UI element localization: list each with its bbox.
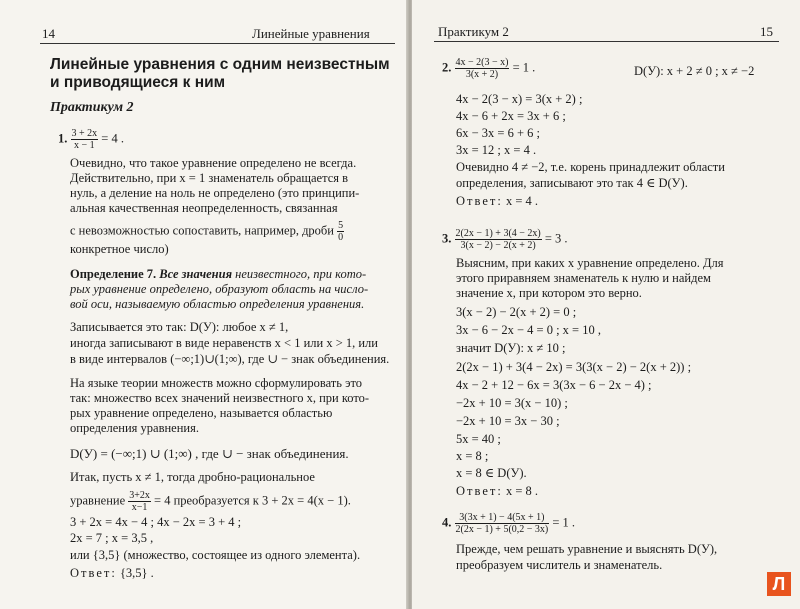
- solution-step: 4x − 2 + 12 − 6x = 3(3x − 6 − 2x − 4) ;: [456, 378, 652, 392]
- paragraph-line: альная качественная неопределенность, связанная: [70, 201, 338, 215]
- fraction: $\frac{3 + 2x}{x - 1}$: [71, 128, 98, 151]
- solution-step: или {3,5} (множество, состоящее из одного элемента).: [70, 548, 361, 562]
- paragraph-line: Выясним, при каких x уравнение определено. Для: [456, 256, 724, 270]
- paragraph-line: Записывается это так: D(У): любое x ≠ 1,: [70, 320, 289, 334]
- header-rule: [434, 41, 779, 42]
- solution-step: 4x − 6 + 2x = 3x + 6 ;: [456, 109, 566, 123]
- paragraph-line: нуль, а деление на ноль не определено (это принципи-: [70, 186, 360, 200]
- solution-step: 3x − 6 − 2x − 4 = 0 ; x = 10 ,: [456, 323, 601, 337]
- exercise-number: 1.: [58, 131, 68, 146]
- solution-step: 2(2x − 1) + 3(4 − 2x) = 3(3(x − 2) − 2(x + 2)) ;: [456, 360, 692, 374]
- paragraph-line: определения, записывают это так 4 ∈ D(У).: [456, 176, 688, 190]
- left-running-title: Линейные уравнения: [252, 26, 370, 41]
- paragraph-line: преобразуем числитель и знаменатель.: [456, 558, 663, 572]
- solution-step: x = 8 ∈ D(У).: [456, 466, 527, 480]
- solution-step: x = 8 ;: [456, 449, 489, 463]
- paragraph-line: определения уравнения.: [70, 421, 199, 435]
- solution-step: −2x + 10 = 3(x − 10) ;: [456, 396, 568, 410]
- fraction: $\frac{5}{0}$: [338, 220, 344, 243]
- exercise-2-equation: 2. $\frac{4x - 2(3 - x)}{3(x + 2)}$ = 1 .: [442, 57, 536, 80]
- answer-line: Ответ: x = 8 .: [456, 484, 538, 498]
- solution-step: значит D(У): x ≠ 10 ;: [456, 341, 566, 355]
- paragraph-line: этого приравняем знаменатель к нулю и найдем: [456, 271, 711, 285]
- fraction: $\frac{2(2x - 1) + 3(4 - 2x)}{3(x - 2) - 2(x + 2)}$: [455, 228, 541, 251]
- paragraph-line: уравнение $\frac{3+2x}{x-1}$ = 4 преобразуется к 3 + 2x = 4(x − 1).: [70, 490, 351, 513]
- fraction: $\frac{3+2x}{x-1}$: [129, 490, 150, 513]
- left-page-number: 14: [42, 26, 55, 41]
- paragraph-line: Очевидно, что такое уравнение определено не всегда.: [70, 156, 357, 170]
- answer-line: Ответ: {3,5} .: [70, 566, 154, 580]
- definition-line: рых уравнение определено, образуют область на число-: [70, 282, 369, 296]
- fraction: $\frac{3(3x + 1) - 4(5x + 1)}{2(2x - 1) + 5(0,2 - 3x)}$: [455, 512, 549, 535]
- exercise-4-equation: 4. $\frac{3(3x + 1) - 4(5x + 1)}{2(2x - 1) + 5(0,2 - 3x)}$ = 1 .: [442, 512, 576, 535]
- definition-line: Определение 7. Все значения неизвестного, при кото-: [70, 267, 367, 281]
- fraction: $\frac{4x - 2(3 - x)}{3(x + 2)}$: [455, 57, 509, 80]
- solution-step: 5x = 40 ;: [456, 432, 501, 446]
- solution-step: 3(x − 2) − 2(x + 2) = 0 ;: [456, 305, 577, 319]
- solution-step: −2x + 10 = 3x − 30 ;: [456, 414, 560, 428]
- paragraph-line: Очевидно 4 ≠ −2, т.е. корень принадлежит области: [456, 160, 725, 174]
- right-page-number: 15: [760, 24, 773, 39]
- right-running-title: Практикум 2: [438, 24, 509, 39]
- solution-step: 3x = 12 ; x = 4 .: [456, 143, 537, 157]
- paragraph-line: так: множество всех значений неизвестного x, при кото-: [70, 391, 370, 405]
- header-rule: [40, 43, 395, 44]
- solution-step: 4x − 2(3 − x) = 3(x + 2) ;: [456, 92, 583, 106]
- paragraph-line: Действительно, при x = 1 знаменатель обращается в: [70, 171, 349, 185]
- section-title-line-2: и приводящиеся к ним: [50, 74, 226, 91]
- paragraph-line: Прежде, чем решать уравнение и выяснять D(У),: [456, 542, 718, 556]
- answer-line: Ответ: x = 4 .: [456, 194, 538, 208]
- paragraph-line: с невозможностью сопоставить, например, дроби $\frac{5}{0}$: [70, 220, 344, 243]
- publisher-logo: Л: [767, 572, 791, 596]
- exercise-3-equation: 3. $\frac{2(2x - 1) + 3(4 - 2x)}{3(x - 2) - 2(x + 2)}$ = 3 .: [442, 228, 568, 251]
- practicum-heading: Практикум 2: [50, 100, 134, 115]
- domain-condition: D(У): x + 2 ≠ 0 ; x ≠ −2: [634, 64, 755, 78]
- solution-step: 3 + 2x = 4x − 4 ; 4x − 2x = 3 + 4 ;: [70, 515, 242, 529]
- section-title: Линейные уравнения с одним неизвестным: [50, 56, 390, 73]
- exercise-1-equation: 1. $\frac{3 + 2x}{x - 1}$ = 4 .: [58, 128, 124, 151]
- paragraph-line: Итак, пусть x ≠ 1, тогда дробно-рациональное: [70, 470, 315, 484]
- domain-formula: D(У) = (−∞;1) ∪ (1;∞) , где ∪ − знак объединения.: [70, 446, 349, 461]
- paragraph-line: в виде интервалов (−∞;1)∪(1;∞), где ∪ − знак объединения.: [70, 352, 390, 366]
- paragraph-line: конкретное число): [70, 242, 169, 256]
- paragraph-line: иногда записывают в виде неравенств x < 1 или x > 1, или: [70, 336, 378, 350]
- definition-line: вой оси, называемую областью определения уравнения.: [70, 297, 365, 311]
- solution-step: 6x − 3x = 6 + 6 ;: [456, 126, 540, 140]
- paragraph-line: рых уравнение определено, называется областью: [70, 406, 333, 420]
- right-page: [412, 0, 800, 609]
- paragraph-line: значение x, при котором это верно.: [456, 286, 642, 300]
- paragraph-line: На языке теории множеств можно сформулировать это: [70, 376, 363, 390]
- solution-step: 2x = 7 ; x = 3,5 ,: [70, 531, 154, 545]
